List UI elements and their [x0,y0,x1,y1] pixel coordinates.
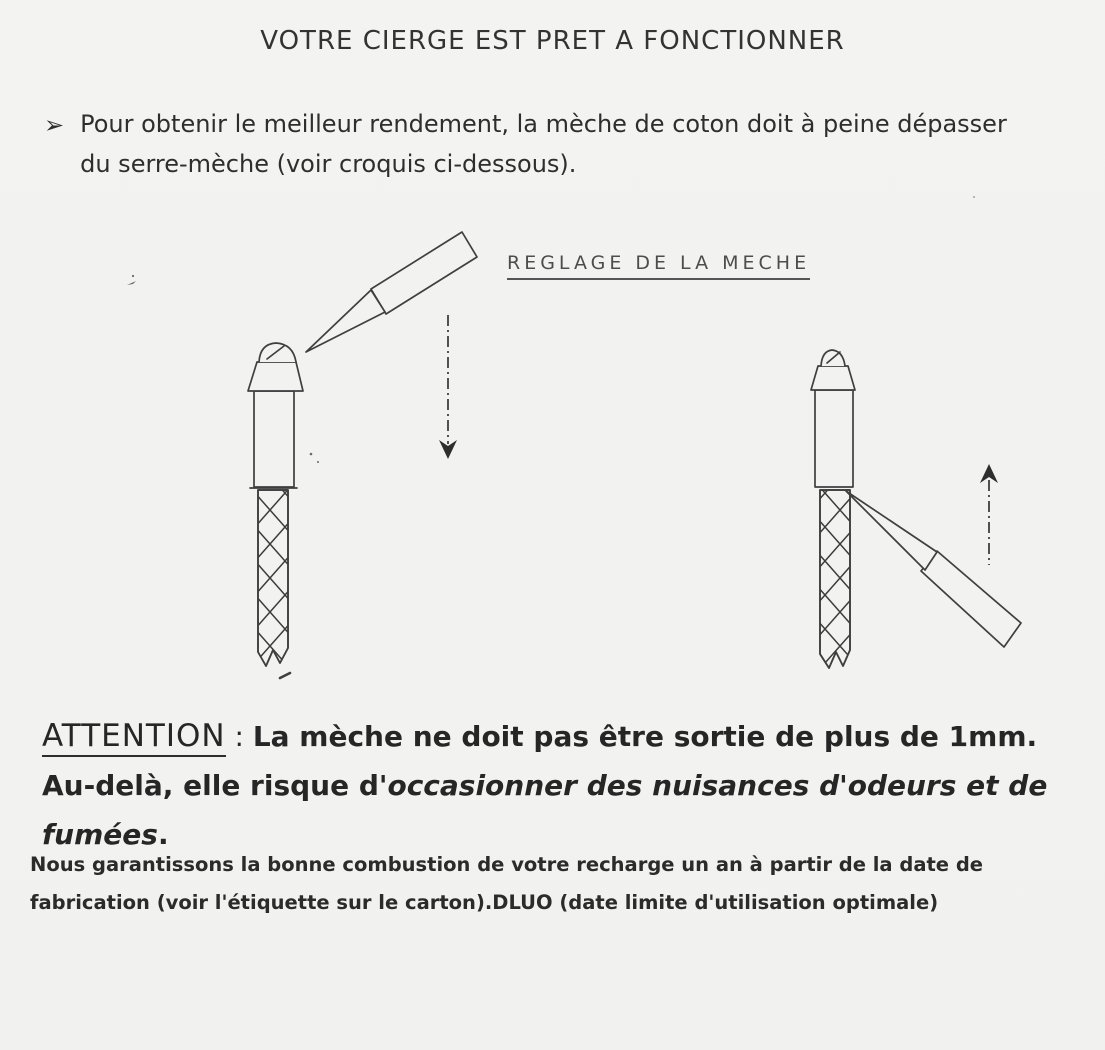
footnote-line-2: fabrication (voir l'étiquette sur le carton).DLUO (date limite d'utilisation optimale) [30,891,939,914]
attention-line3-end: . [157,818,169,851]
diagram-caption: REGLAGE DE LA MECHE [507,252,810,280]
left-wick-tip [259,343,296,362]
left-tool-tip [306,290,385,352]
attention-line2-italic: occasionner des nuisances d'odeurs et de [387,769,1048,802]
left-tool-handle [371,232,477,314]
left-braided-wick [258,490,288,666]
right-wick-clamp-cap [811,366,855,390]
attention-keyword: ATTENTION [42,718,226,757]
right-wick-holder-body [815,390,853,487]
left-wick-holder-body [254,391,294,487]
right-tool-handle [921,551,1021,647]
attention-line3-italic: fumées [42,818,158,851]
attention-colon: : [225,720,253,753]
intro-paragraph [44,104,1007,184]
right-tool-tip [846,491,937,570]
down-arrow [439,315,457,459]
intro-line-1: Pour obtenir le meilleur rendement, la mèche de coton doit à peine dépasser [80,110,1007,138]
attention-block [42,712,1092,859]
right-braided-wick [820,490,850,668]
attention-line1: La mèche ne doit pas être sortie de plus de 1mm. [252,720,1038,753]
arrow-bullet-icon: ➢ [44,111,65,139]
footnote-line-1: Nous garantissons la bonne combustion de votre recharge un an à partir de la date de [30,853,984,876]
intro-line-2: du serre-mèche (voir croquis ci-dessous). [80,150,577,178]
up-arrow [980,464,998,565]
left-wick-figure [248,232,477,678]
attention-line2-normal: Au-delà, elle risque d' [42,769,388,802]
stray-mark [280,673,290,678]
left-wick-clamp-cap [248,362,303,391]
warranty-footnote [30,846,983,922]
page-title: VOTRE CIERGE EST PRET A FONCTIONNER [260,26,845,56]
